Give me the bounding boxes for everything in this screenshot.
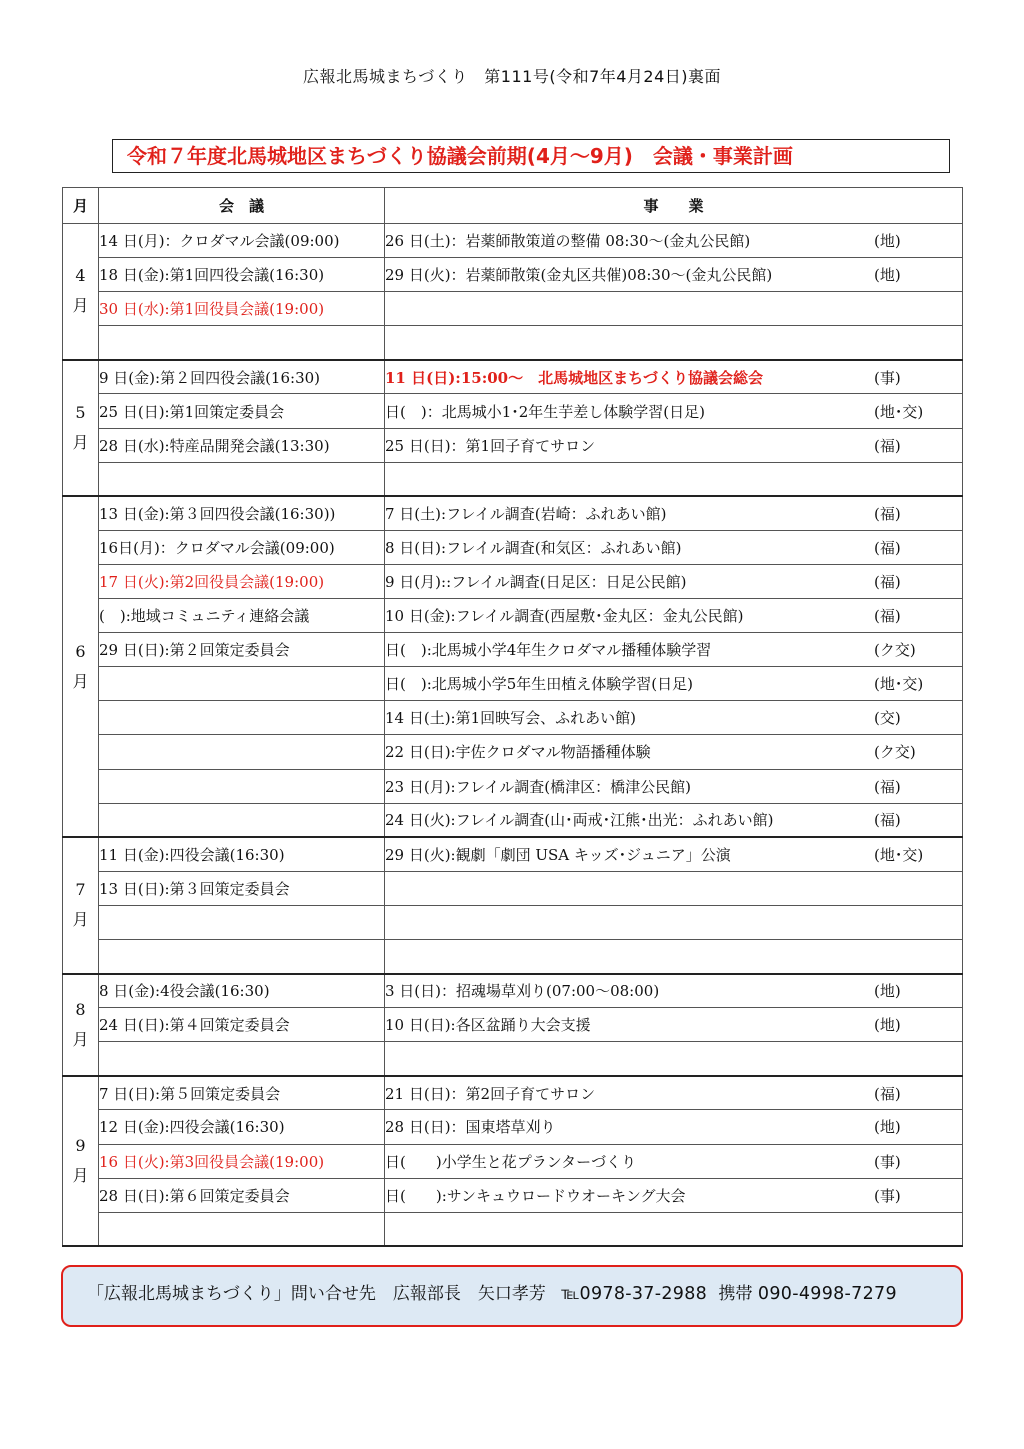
column-header-meetings: 会 議 xyxy=(99,188,385,224)
project-cell xyxy=(385,428,963,462)
project-category-tag: (ク交) xyxy=(874,641,916,660)
project-text: 25 日(日)：第1回子育てサロン xyxy=(385,436,596,455)
project-category-tag: (地) xyxy=(874,982,901,1001)
month-label: 4 月 xyxy=(63,224,99,360)
meeting-cell: 14 日(月)：クロダマル会議(09:00) xyxy=(99,224,385,258)
project-text: 22 日(日):宇佐クロダマル物語播種体験 xyxy=(385,743,651,762)
meeting-cell: 28 日(日):第６回策定委員会 xyxy=(99,1178,385,1212)
month-label: 6 月 xyxy=(63,496,99,837)
column-header-projects: 事 業 xyxy=(385,188,963,224)
table-row xyxy=(63,939,963,973)
meeting-cell xyxy=(99,1212,385,1246)
table-row xyxy=(63,667,963,701)
project-cell xyxy=(385,1212,963,1246)
project-text: 10 日(日):各区盆踊り大会支援 xyxy=(385,1016,591,1035)
project-text: 10 日(金):フレイル調査(西屋敷･金丸区：金丸公民館) xyxy=(385,607,744,626)
project-category-tag: (地) xyxy=(874,232,901,251)
project-cell xyxy=(385,258,963,292)
table-row xyxy=(63,1110,963,1144)
table-row xyxy=(63,974,963,1008)
project-cell xyxy=(385,701,963,735)
schedule-table xyxy=(62,187,963,1247)
table-row xyxy=(63,837,963,871)
project-text: 日( ):北馬城小学5年生田植え体験学習(日足) xyxy=(385,675,694,694)
page-title: 令和７年度北馬城地区まちづくり協議会前期(4月～9月) 会議・事業計画 xyxy=(112,139,950,173)
project-text: 3 日(日)：招魂場草刈り(07:00～08:00) xyxy=(385,982,660,1001)
project-text: 24 日(火):フレイル調査(山･両戒･江熊･出光：ふれあい館) xyxy=(385,811,774,830)
project-cell xyxy=(385,633,963,667)
project-cell xyxy=(385,837,963,871)
table-row xyxy=(63,735,963,769)
meeting-cell xyxy=(99,326,385,360)
project-cell xyxy=(385,1042,963,1076)
project-cell xyxy=(385,360,963,394)
table-row xyxy=(63,1212,963,1246)
project-text: 29 日(火)：岩薬師散策(金丸区共催)08:30～(金丸公民館) xyxy=(385,266,773,285)
meeting-cell: 16 日(火):第3回役員会議(19:00) xyxy=(99,1144,385,1178)
mobile-label: 携帯 xyxy=(718,1284,753,1304)
project-category-tag: (ク交) xyxy=(874,743,916,762)
project-category-tag: (事) xyxy=(874,368,901,387)
table-row xyxy=(63,769,963,803)
meeting-cell: 8 日(金):4役会議(16:30) xyxy=(99,974,385,1008)
project-text: 28 日(日)：国東塔草刈り xyxy=(385,1118,556,1137)
month-label: 9 月 xyxy=(63,1076,99,1246)
meeting-cell xyxy=(99,803,385,837)
project-text: 日( )：北馬城小1･2年生芋差し体験学習(日足) xyxy=(385,402,705,421)
table-row xyxy=(63,428,963,462)
meeting-cell xyxy=(99,701,385,735)
table-row xyxy=(63,564,963,598)
schedule-body xyxy=(63,224,963,1247)
meeting-cell: 13 日(日):第３回策定委員会 xyxy=(99,871,385,905)
project-category-tag: (福) xyxy=(874,436,901,455)
project-text: 8 日(日):フレイル調査(和気区：ふれあい館) xyxy=(385,538,682,557)
meeting-cell: 9 日(金):第２回四役会議(16:30) xyxy=(99,360,385,394)
project-text: 7 日(土):フレイル調査(岩崎：ふれあい館) xyxy=(385,505,667,524)
project-cell xyxy=(385,1144,963,1178)
project-text: 日( )小学生と花プランターづくり xyxy=(385,1152,637,1171)
project-category-tag: (地) xyxy=(874,1118,901,1137)
meeting-cell xyxy=(99,905,385,939)
project-category-tag: (福) xyxy=(874,538,901,557)
project-category-tag: (事) xyxy=(874,1186,901,1205)
project-text: 14 日(土):第1回映写会、ふれあい館) xyxy=(385,709,637,728)
project-cell xyxy=(385,530,963,564)
meeting-cell: 12 日(金):四役会議(16:30) xyxy=(99,1110,385,1144)
project-cell xyxy=(385,326,963,360)
table-row xyxy=(63,599,963,633)
table-row xyxy=(63,803,963,837)
project-cell xyxy=(385,871,963,905)
project-text: 11 日(日):15:00～ 北馬城地区まちづくり協議会総会 xyxy=(385,368,763,387)
project-text: 29 日(火):観劇「劇団 USA キッズ･ジュニア」公演 xyxy=(385,845,731,864)
project-category-tag: (地･交) xyxy=(874,675,924,694)
meeting-cell: ( ):地域コミュニティ連絡会議 xyxy=(99,599,385,633)
table-row xyxy=(63,1008,963,1042)
meeting-cell: 13 日(金):第３回四役会議(16:30)) xyxy=(99,496,385,530)
table-row xyxy=(63,292,963,326)
project-category-tag: (福) xyxy=(874,505,901,524)
project-text: 日( ):北馬城小学4年生クロダマル播種体験学習 xyxy=(385,641,712,660)
project-text: 23 日(月):フレイル調査(橋津区：橋津公民館) xyxy=(385,777,691,796)
table-row xyxy=(63,496,963,530)
mobile-number: 090-4998-7279 xyxy=(757,1284,897,1304)
month-label: 5 月 xyxy=(63,360,99,496)
table-header-row xyxy=(63,188,963,224)
project-cell xyxy=(385,599,963,633)
tel-number: 0978-37-2988 xyxy=(579,1284,708,1304)
meeting-cell: 18 日(金):第1回四役会議(16:30) xyxy=(99,258,385,292)
meeting-cell xyxy=(99,735,385,769)
project-category-tag: (福) xyxy=(874,777,901,796)
project-cell xyxy=(385,667,963,701)
project-category-tag: (地) xyxy=(874,1016,901,1035)
meeting-cell: 24 日(日):第４回策定委員会 xyxy=(99,1008,385,1042)
project-cell xyxy=(385,1076,963,1110)
project-cell xyxy=(385,939,963,973)
table-row xyxy=(63,701,963,735)
meeting-cell: 30 日(水):第1回役員会議(19:00) xyxy=(99,292,385,326)
project-text: 21 日(日)：第2回子育てサロン xyxy=(385,1084,596,1103)
column-header-month: 月 xyxy=(63,188,99,224)
project-cell xyxy=(385,1008,963,1042)
project-category-tag: (福) xyxy=(874,811,901,830)
meeting-cell: 29 日(日):第２回策定委員会 xyxy=(99,633,385,667)
table-row xyxy=(63,462,963,496)
meeting-cell: 11 日(金):四役会議(16:30) xyxy=(99,837,385,871)
project-category-tag: (福) xyxy=(874,572,901,591)
table-row xyxy=(63,258,963,292)
meeting-cell xyxy=(99,939,385,973)
project-text: 9 日(月)::フレイル調査(日足区：日足公民館) xyxy=(385,572,687,591)
meeting-cell xyxy=(99,1042,385,1076)
table-row xyxy=(63,633,963,667)
table-row xyxy=(63,224,963,258)
project-category-tag: (福) xyxy=(874,1084,901,1103)
project-cell xyxy=(385,1110,963,1144)
month-label: 7 月 xyxy=(63,837,99,973)
contact-box xyxy=(61,1265,963,1327)
project-category-tag: (地･交) xyxy=(874,402,924,421)
project-cell xyxy=(385,496,963,530)
table-row xyxy=(63,360,963,394)
meeting-cell: 16日(月)：クロダマル会議(09:00) xyxy=(99,530,385,564)
project-cell xyxy=(385,1178,963,1212)
project-category-tag: (地･交) xyxy=(874,845,924,864)
issue-header: 広報北馬城まちづくり 第111号(令和7年4月24日)裏面 xyxy=(302,67,722,86)
project-cell xyxy=(385,224,963,258)
table-row xyxy=(63,1178,963,1212)
project-category-tag: (事) xyxy=(874,1152,901,1171)
meeting-cell xyxy=(99,769,385,803)
meeting-cell: 25 日(日):第1回策定委員会 xyxy=(99,394,385,428)
table-row xyxy=(63,871,963,905)
project-cell xyxy=(385,905,963,939)
project-category-tag: (福) xyxy=(874,607,901,626)
contact-text: 「広報北馬城まちづくり」問い合せ先 広報部長 矢口孝芳 xyxy=(87,1284,546,1304)
project-cell xyxy=(385,803,963,837)
project-text: 26 日(土)：岩薬師散策道の整備 08:30～(金丸公民館) xyxy=(385,232,751,251)
project-cell xyxy=(385,564,963,598)
tel-label: ℡ xyxy=(561,1284,580,1304)
meeting-cell xyxy=(99,667,385,701)
project-cell xyxy=(385,735,963,769)
meeting-cell: 7 日(日):第５回策定委員会 xyxy=(99,1076,385,1110)
project-cell xyxy=(385,462,963,496)
meeting-cell: 17 日(火):第2回役員会議(19:00) xyxy=(99,564,385,598)
table-row xyxy=(63,530,963,564)
month-label: 8 月 xyxy=(63,974,99,1076)
project-cell xyxy=(385,394,963,428)
project-text: 日( ):サンキュウロードウオーキング大会 xyxy=(385,1186,686,1205)
project-cell xyxy=(385,974,963,1008)
meeting-cell xyxy=(99,462,385,496)
meeting-cell: 28 日(水):特産品開発会議(13:30) xyxy=(99,428,385,462)
project-cell xyxy=(385,769,963,803)
project-category-tag: (交) xyxy=(874,709,901,728)
project-cell xyxy=(385,292,963,326)
table-row xyxy=(63,1042,963,1076)
table-row xyxy=(63,905,963,939)
table-row xyxy=(63,394,963,428)
table-row xyxy=(63,1076,963,1110)
project-category-tag: (地) xyxy=(874,266,901,285)
table-row xyxy=(63,1144,963,1178)
table-row xyxy=(63,326,963,360)
